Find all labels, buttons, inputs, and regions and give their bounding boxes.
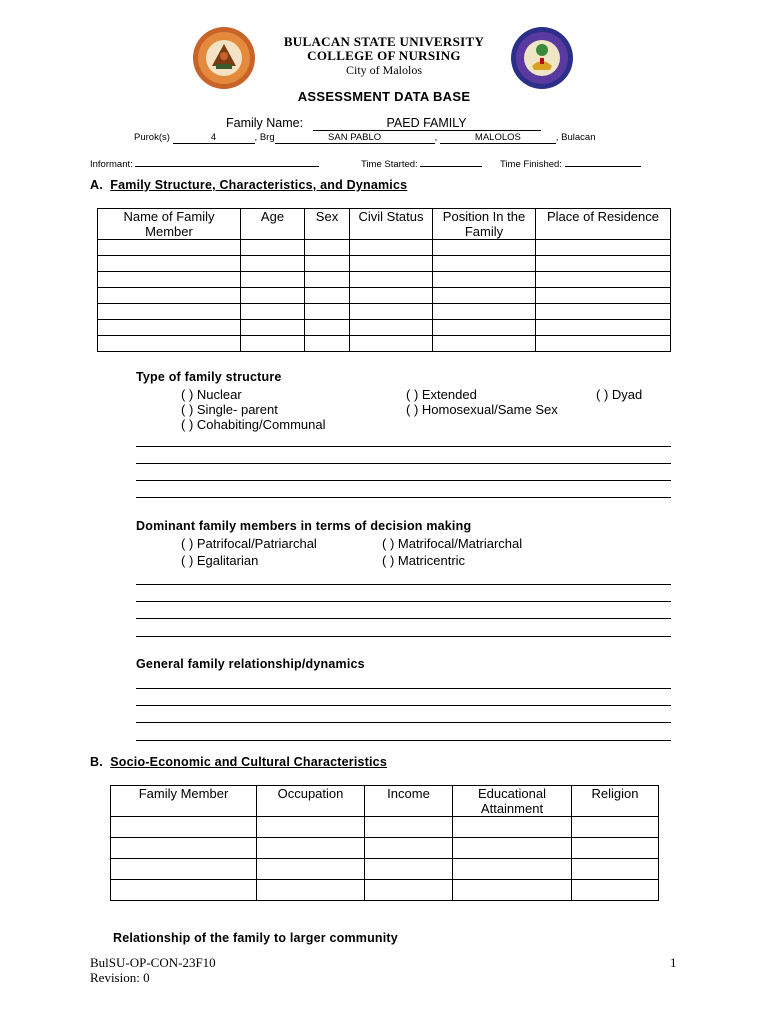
table-row	[98, 256, 671, 272]
answer-line[interactable]	[136, 688, 671, 689]
answer-line[interactable]	[136, 446, 671, 447]
informant-field[interactable]	[135, 155, 319, 167]
table-row	[111, 880, 659, 901]
family-members-table	[97, 208, 671, 352]
table-row	[98, 272, 671, 288]
decision-making-heading: Dominant family members in terms of decision making	[136, 519, 472, 533]
province-label: , Bulacan	[555, 132, 596, 143]
section-a-heading	[90, 178, 407, 192]
table-header-row	[111, 786, 659, 817]
table-row	[98, 336, 671, 352]
time-started-row	[361, 155, 482, 170]
section-b-heading	[90, 755, 387, 769]
table-row	[111, 838, 659, 859]
form-code: BulSU-OP-CON-23F10	[90, 955, 216, 970]
col-religion: Religion	[572, 786, 659, 817]
informant-label: Informant:	[90, 159, 133, 170]
barangay-field[interactable]: SAN PABLO	[275, 132, 435, 144]
time-finished-field[interactable]	[565, 155, 641, 167]
option-cohabiting[interactable]: ( ) Cohabiting/Communal	[181, 417, 326, 432]
table-row	[98, 288, 671, 304]
brgy-label: , Brg	[254, 132, 275, 143]
informant-row	[90, 155, 319, 170]
option-patrifocal[interactable]: ( ) Patrifocal/Patriarchal	[181, 536, 317, 551]
answer-line[interactable]	[136, 584, 671, 585]
answer-line[interactable]	[136, 705, 671, 706]
section-a-letter: A.	[90, 178, 103, 192]
purok-label: Purok(s)	[134, 132, 170, 143]
section-a-title: Family Structure, Characteristics, and Dynamics	[110, 178, 408, 192]
option-single-parent[interactable]: ( ) Single- parent	[181, 402, 278, 417]
time-started-label: Time Started:	[361, 159, 418, 170]
answer-line[interactable]	[136, 497, 671, 498]
answer-line[interactable]	[136, 463, 671, 464]
page-title: ASSESSMENT DATA BASE	[297, 89, 471, 104]
family-name-label: Family Name:	[226, 116, 304, 130]
answer-line[interactable]	[136, 480, 671, 481]
time-finished-row	[500, 155, 641, 170]
section-b-title: Socio-Economic and Cultural Characteristics	[110, 755, 387, 769]
college-name: COLLEGE OF NURSING	[307, 48, 461, 63]
relationship-heading: General family relationship/dynamics	[136, 657, 365, 671]
revision-number: Revision: 0	[90, 970, 150, 985]
col-age: Age	[241, 209, 305, 240]
option-extended[interactable]: ( ) Extended	[406, 387, 477, 402]
answer-line[interactable]	[136, 618, 671, 619]
section-b-letter: B.	[90, 755, 103, 769]
col-income: Income	[365, 786, 453, 817]
option-matricentric[interactable]: ( ) Matricentric	[382, 553, 466, 568]
option-egalitarian[interactable]: ( ) Egalitarian	[181, 553, 259, 568]
table-row	[111, 817, 659, 838]
col-educational-attainment: Educational Attainment	[453, 786, 572, 817]
col-position-in-family: Position In the Family	[433, 209, 536, 240]
answer-line[interactable]	[136, 636, 671, 637]
table-header-row	[98, 209, 671, 240]
city-name: City of Malolos	[345, 63, 422, 77]
answer-line[interactable]	[136, 601, 671, 602]
option-nuclear[interactable]: ( ) Nuclear	[181, 387, 242, 402]
col-sex: Sex	[305, 209, 350, 240]
city-field[interactable]: MALOLOS	[440, 132, 556, 144]
purok-field[interactable]: 4	[173, 132, 255, 144]
col-civil-status: Civil Status	[350, 209, 433, 240]
time-started-field[interactable]	[420, 155, 482, 167]
option-homosexual[interactable]: ( ) Homosexual/Same Sex	[406, 402, 558, 417]
address-row: Purok(s) 4 , Brg SAN PABLO , MALOLOS , Bulacan	[134, 132, 596, 143]
col-family-member: Family Member	[111, 786, 257, 817]
page-number: 1	[670, 955, 677, 970]
family-name-row	[226, 116, 541, 131]
option-dyad[interactable]: ( ) Dyad	[596, 387, 643, 402]
type-structure-heading: Type of family structure	[136, 370, 282, 384]
col-occupation: Occupation	[257, 786, 365, 817]
option-matrifocal[interactable]: ( ) Matrifocal/Matriarchal	[382, 536, 523, 551]
table-row	[111, 859, 659, 880]
family-name-field[interactable]: PAED FAMILY	[313, 116, 541, 131]
answer-line[interactable]	[136, 740, 671, 741]
table-row	[98, 304, 671, 320]
socio-economic-table	[110, 785, 659, 901]
answer-line[interactable]	[136, 722, 671, 723]
time-finished-label: Time Finished:	[500, 159, 562, 170]
table-row	[98, 240, 671, 256]
community-heading: Relationship of the family to larger community	[113, 931, 398, 945]
col-name-of-family-member: Name of Family Member	[98, 209, 241, 240]
university-name: BULACAN STATE UNIVERSITY	[283, 34, 485, 49]
table-row	[98, 320, 671, 336]
col-place-of-residence: Place of Residence	[536, 209, 671, 240]
